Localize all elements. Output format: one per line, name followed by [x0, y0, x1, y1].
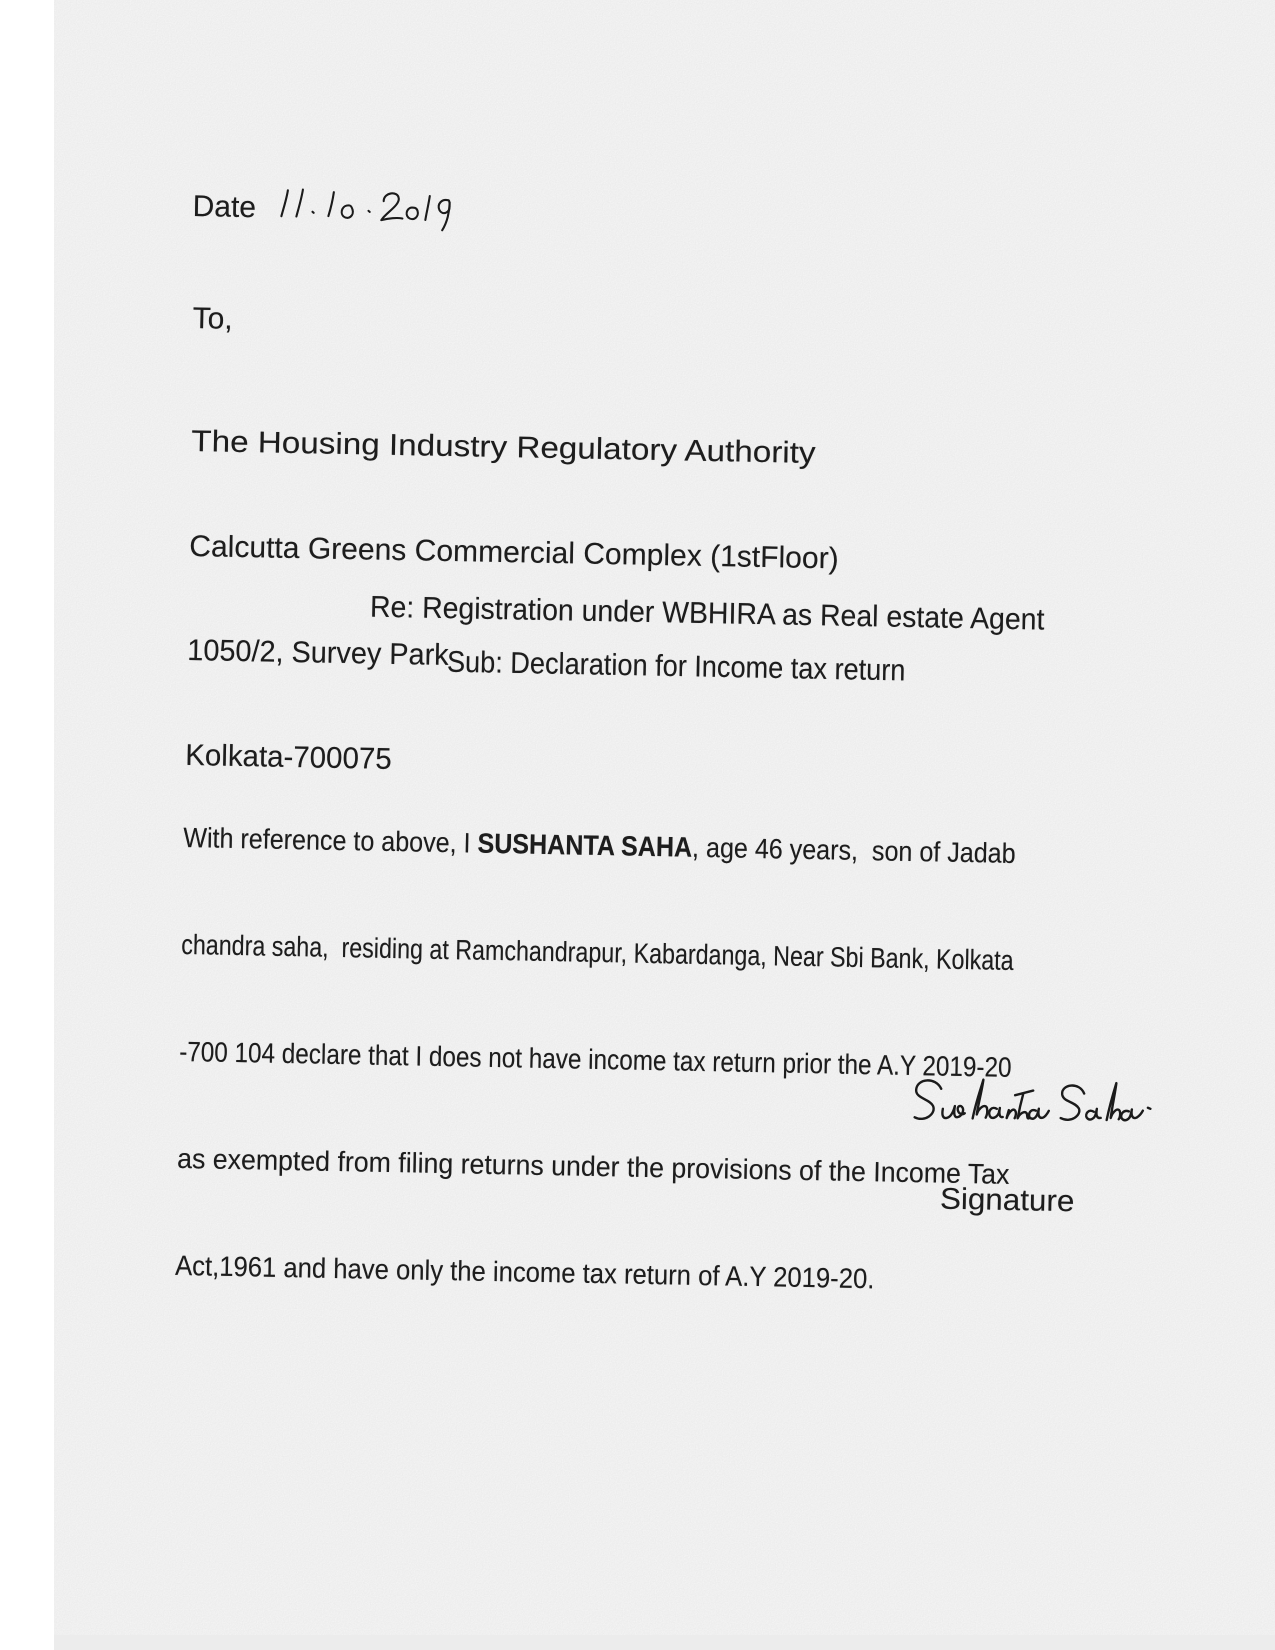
- reference-line: Re: Registration under WBHIRA as Real estate Agent: [370, 590, 1046, 637]
- handwritten-date: [271, 184, 487, 243]
- body-line-1: With reference to above, I SUSHANTA SAHA, age 46 years, son of Jadab: [183, 821, 1016, 869]
- scan-edge-strip: [54, 1635, 1275, 1650]
- salutation: To,: [192, 302, 234, 336]
- signature-handwriting: [898, 1048, 1156, 1150]
- signature-label: Signature: [940, 1182, 1076, 1219]
- address-line-city: Kolkata-700075: [185, 738, 392, 776]
- date-label: Date: [192, 190, 257, 225]
- subject-line: Sub: Declaration for Income tax return: [447, 645, 907, 688]
- handwritten-date-ink: [271, 184, 487, 238]
- signature-ink: [898, 1048, 1156, 1145]
- address-line-complex: Calcutta Greens Commercial Complex (1stFloor): [189, 529, 839, 575]
- address-line-street: 1050/2, Survey Park: [187, 633, 449, 672]
- body-line-5: Act,1961 and have only the income tax return of A.Y 2019-20.: [174, 1249, 875, 1295]
- declarant-name: SUSHANTA SAHA: [477, 827, 693, 863]
- body-line-4: as exempted from filing returns under the provisions of the Income Tax: [176, 1142, 1010, 1190]
- date-row: [192, 190, 256, 225]
- body-line-2: chandra saha, residing at Ramchandrapur, Kabardanga, Near Sbi Bank, Kolkata: [181, 928, 1014, 976]
- body-line-3: -700 104 declare that I does not have income tax return prior the A.Y 2019-20: [178, 1035, 1012, 1083]
- address-line-authority: The Housing Industry Regulatory Authority: [191, 424, 816, 470]
